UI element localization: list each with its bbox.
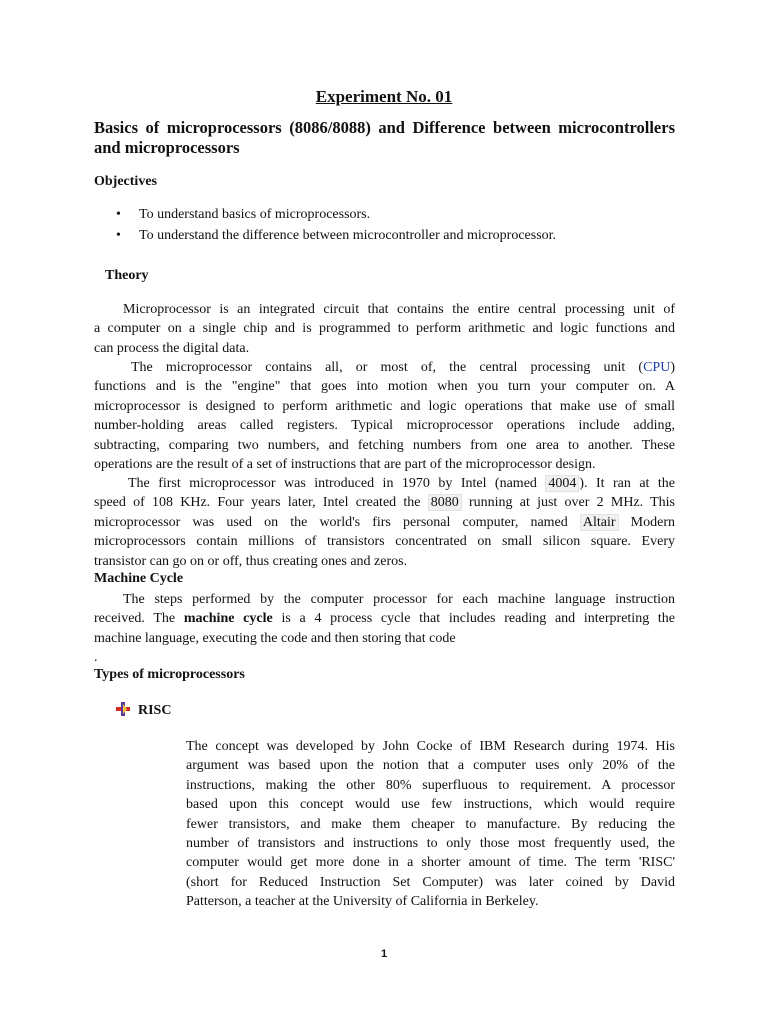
risc-list-item — [116, 702, 171, 718]
machine-cycle-heading: Machine Cycle — [94, 571, 184, 586]
page-title: Experiment No. 01 — [315, 87, 453, 106]
theory-paragraph-3: The first microprocessor was introduced in 1970 by Intel (named 4004 ). It ran at the speed of 108 KHz. Four years later, Intel created the 8080 running at just over 2 MHz. This microprocessor was used on the world's firs personal computer, named Altair Modern microprocessors contain millions of transistors concentrated on small silicon square. Every transistor can go on or off, thus creating ones and zeros. — [94, 476, 676, 569]
objectives-list — [116, 207, 676, 249]
objectives-heading: Objectives — [94, 174, 157, 189]
arrow-bullet-icon — [116, 702, 130, 716]
machine-cycle-term: machine cycle — [183, 611, 273, 627]
cpu-link[interactable]: CPU — [643, 360, 671, 375]
theory-paragraph-2: The microprocessor contains all, or most of, the central processing unit (CPU) functions and is the "engine" that goes into motion when you turn your computer on. A microprocessor is designed to perform arithmetic and logic operations that make use of small number-holding areas called registers. Typical microprocessor operations include adding, subtracting, comparing two numbers, and fetching numbers from one area to another. These operations are the result of a set of instructions that are part of the microprocessor design. — [94, 360, 675, 473]
list-item: • To understand the difference between microcontroller and microprocessor. — [116, 228, 676, 249]
theory-heading: Theory — [105, 268, 149, 283]
model-4004-label: 4004 — [545, 475, 579, 492]
risc-paragraph: The concept was developed by John Cocke of IBM Research during 1974. His argument was based upon the notion that a computer uses only 20% of the instructions, making the other 80% superfluous to requirement. A processor based upon this concept would use few instructions, which would require fewer transistors, and make them cheaper to manufacture. By reducing the number of transistors and instructions to only those most frequently used, the computer would get more done in a shorter amount of time. The term 'RISC' (short for Reduced Instruction Set Computer) was later coined by David Patterson, a teacher at the University of California in Berkeley. — [186, 739, 675, 910]
page-subtitle: Basics of microprocessors (8086/8088) and Difference between microcontrollers and microprocessors — [94, 118, 675, 157]
machine-cycle-paragraph: The steps performed by the computer processor for each machine language instruction received. The machine cycle is a 4 process cycle that includes reading and interpreting the machine language, executing the code and then storing that code . — [94, 592, 676, 666]
risc-label: RISC — [138, 703, 172, 718]
page-number: 1 — [380, 948, 388, 960]
model-8080-label: 8080 — [428, 494, 462, 511]
types-heading: Types of microprocessors — [94, 667, 245, 682]
list-item: • To understand basics of microprocessors. — [116, 207, 676, 228]
altair-label: Altair — [580, 514, 619, 531]
theory-paragraph-1: Microprocessor is an integrated circuit that contains the entire central processing unit of a computer on a single chip and is programmed to perform arithmetic and logic functions and can process the digital data. — [94, 302, 675, 356]
